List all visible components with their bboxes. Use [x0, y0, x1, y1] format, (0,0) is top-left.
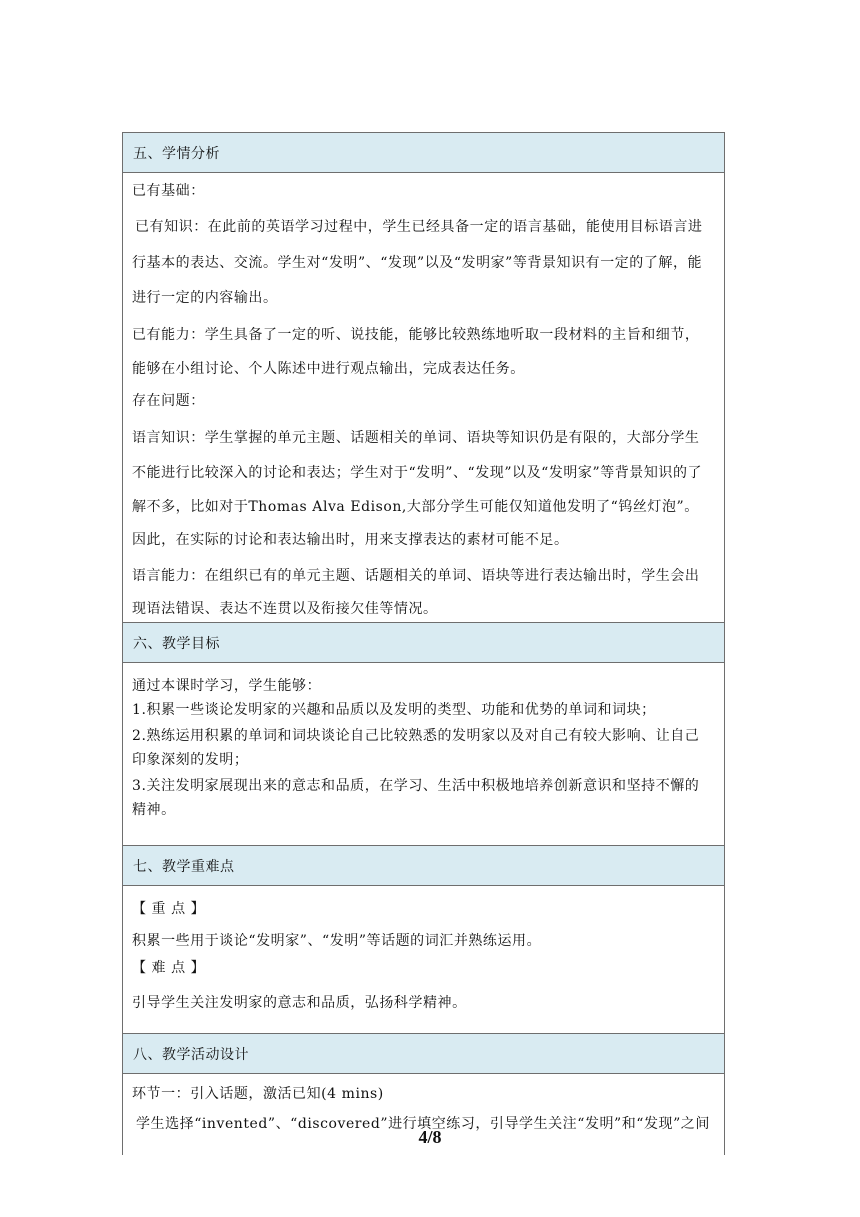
document-table [122, 132, 725, 1155]
text-line: 能够在小组讨论、个人陈述中进行观点输出，完成表达任务。 [132, 361, 525, 377]
section-title: 五、学情分析 [133, 145, 220, 162]
text-line: 语言能力：在组织已有的单元主题、话题相关的单词、语块等进行表达输出时，学生会出 [132, 568, 700, 584]
text-line: 现语法错误、表达不连贯以及衔接欠佳等情况。 [132, 601, 438, 617]
text-line: 3.关注发明家展现出来的意志和品质，在学习、生活中积极地培养创新意识和坚持不懈的 [132, 778, 700, 794]
section-body-learner-analysis [123, 182, 724, 623]
text-line: 2.熟练运用积累的单词和词块谈论自己比较熟悉的发明家以及对自己有较大影响、让自己 [132, 728, 700, 744]
text-line: 不能进行比较深入的讨论和表达；学生对于“发明”、“发现”以及“发明家”等背景知识的了 [132, 465, 703, 481]
section-header-teaching-objectives [123, 623, 724, 663]
section-title: 八、教学活动设计 [133, 1046, 249, 1063]
text-line: 已有知识：在此前的英语学习过程中，学生已经具备一定的语言基础，能使用目标语言进 [135, 219, 703, 235]
text-line: 通过本课时学习，学生能够： [132, 678, 322, 694]
text-line: 印象深刻的发明； [132, 752, 249, 768]
text-line: 行基本的表达、交流。学生对“发明”、“发现”以及“发明家”等背景知识有一定的了解，能 [132, 255, 703, 271]
text-line: 语言知识：学生掌握的单元主题、话题相关的单词、语块等知识仍是有限的，大部分学生 [132, 430, 700, 446]
text-line: 精神。 [132, 802, 176, 818]
text-line: 已有能力：学生具备了一定的听、说技能，能够比较熟练地听取一段材料的主旨和细节， [132, 327, 700, 343]
text-line: 解不多，比如对于Thomas Alva Edison,大部分学生可能仅知道他发明了“钨丝灯泡”。 [132, 499, 699, 515]
text-line: 1.积累一些谈论发明家的兴趣和品质以及发明的类型、功能和优势的单词和词块； [132, 702, 656, 718]
text-line: 积累一些用于谈论“发明家”、“发明”等话题的词汇并熟练运用。 [132, 933, 542, 949]
section-header-activity-design [123, 1034, 724, 1074]
text-line: 因此，在实际的讨论和表达输出时，用来支撑表达的素材可能不足。 [132, 532, 569, 548]
text-line: 引导学生关注发明家的意志和品质，弘扬科学精神。 [132, 995, 467, 1011]
section-header-learner-analysis [123, 133, 724, 173]
text-line: 【 重 点 】 [132, 901, 206, 917]
text-line: 进行一定的内容输出。 [132, 290, 278, 306]
text-line: 已有基础： [132, 183, 205, 199]
text-line: 学生选择“invented”、“discovered”进行填空练习，引导学生关注“发明”和“发现”之间 [136, 1116, 710, 1132]
text-line: 存在问题： [132, 393, 205, 409]
section-body-teaching-objectives [123, 677, 724, 846]
section-title: 七、教学重难点 [133, 858, 235, 875]
section-body-key-difficult-points [123, 900, 724, 1034]
text-line: 环节一：引入话题，激活已知(4 mins) [132, 1086, 384, 1102]
section-title: 六、教学目标 [133, 635, 220, 652]
section-header-key-difficult-points [123, 846, 724, 886]
text-line: 【 难 点 】 [132, 960, 206, 976]
page-number: 4/8 [418, 1127, 442, 1147]
